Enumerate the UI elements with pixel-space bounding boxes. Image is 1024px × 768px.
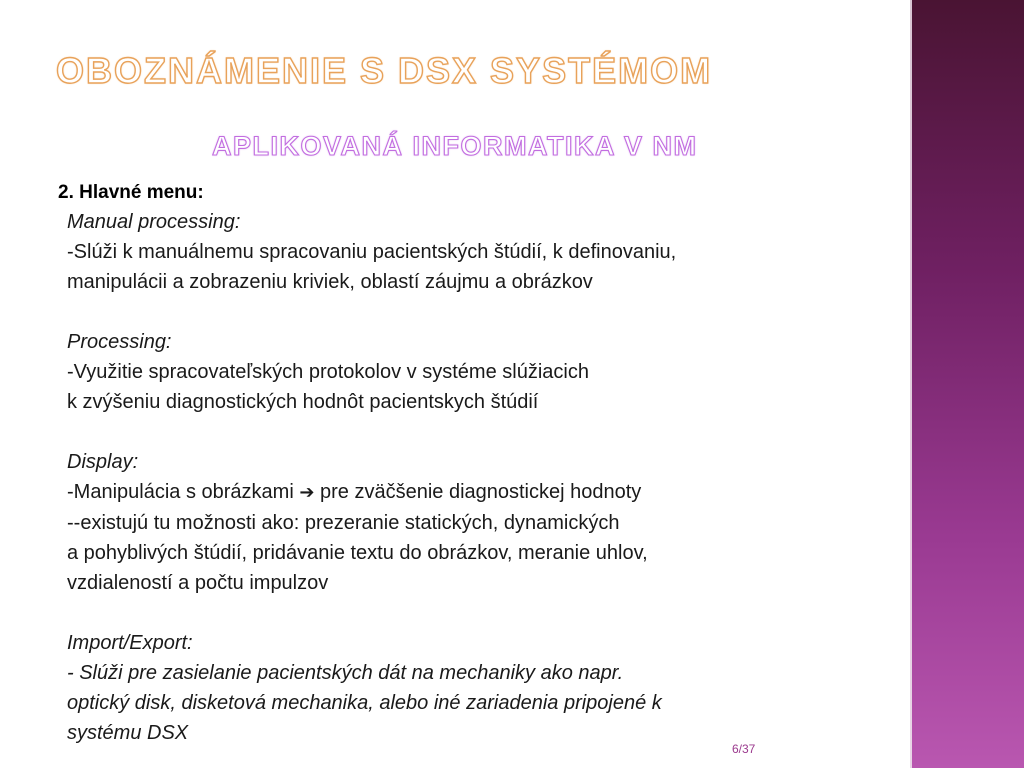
arrow-right-icon: ➔ xyxy=(299,482,315,503)
spacer xyxy=(67,297,867,327)
spacer xyxy=(67,417,867,447)
import-export-line-1: - Slúži pre zasielanie pacientských dát na mechaniky ako napr. xyxy=(67,662,624,684)
display-heading: Display: xyxy=(67,451,139,473)
processing-line-2: k zvýšeniu diagnostických hodnôt pacientskych štúdií xyxy=(67,391,539,413)
display-line-3: a pohyblivých štúdií, pridávanie textu do obrázkov, meranie uhlov, xyxy=(67,542,648,564)
manual-processing-line-2: manipulácii a zobrazeniu kriviek, oblastí záujmu a obrázkov xyxy=(67,271,593,293)
manual-processing-heading: Manual processing: xyxy=(67,211,241,233)
processing-heading: Processing: xyxy=(67,331,172,353)
slide-title: OBOZNÁMENIE S DSX SYSTÉMOM xyxy=(56,50,713,91)
display-line-2: --existujú tu možnosti ako: prezeranie statických, dynamických xyxy=(67,512,620,534)
display-line-1-before: -Manipulácia s obrázkami xyxy=(67,481,294,503)
processing-line-1: -Využitie spracovateľských protokolov v systéme slúžiacich xyxy=(67,361,589,383)
import-export-line-2: optický disk, disketová mechanika, alebo iné zariadenia pripojené k xyxy=(67,692,662,714)
import-export-heading: Import/Export: xyxy=(67,632,193,654)
decorative-sidebar xyxy=(912,0,1024,768)
import-export-line-3: systému DSX xyxy=(67,722,189,744)
slide-subtitle: APLIKOVANÁ INFORMATIKA V NM xyxy=(212,131,698,161)
spacer xyxy=(67,598,867,628)
page-number: 6/37 xyxy=(732,742,756,756)
display-line-1 xyxy=(67,477,867,508)
display-line-4: vzdialeností a počtu impulzov xyxy=(67,572,329,594)
main-menu-description xyxy=(67,207,867,748)
section-heading: 2. Hlavné menu: xyxy=(58,182,204,203)
display-line-1-after: pre zväčšenie diagnostickej hodnoty xyxy=(319,481,642,503)
manual-processing-line-1: -Slúži k manuálnemu spracovaniu pacientských štúdií, k definovaniu, xyxy=(67,241,677,263)
